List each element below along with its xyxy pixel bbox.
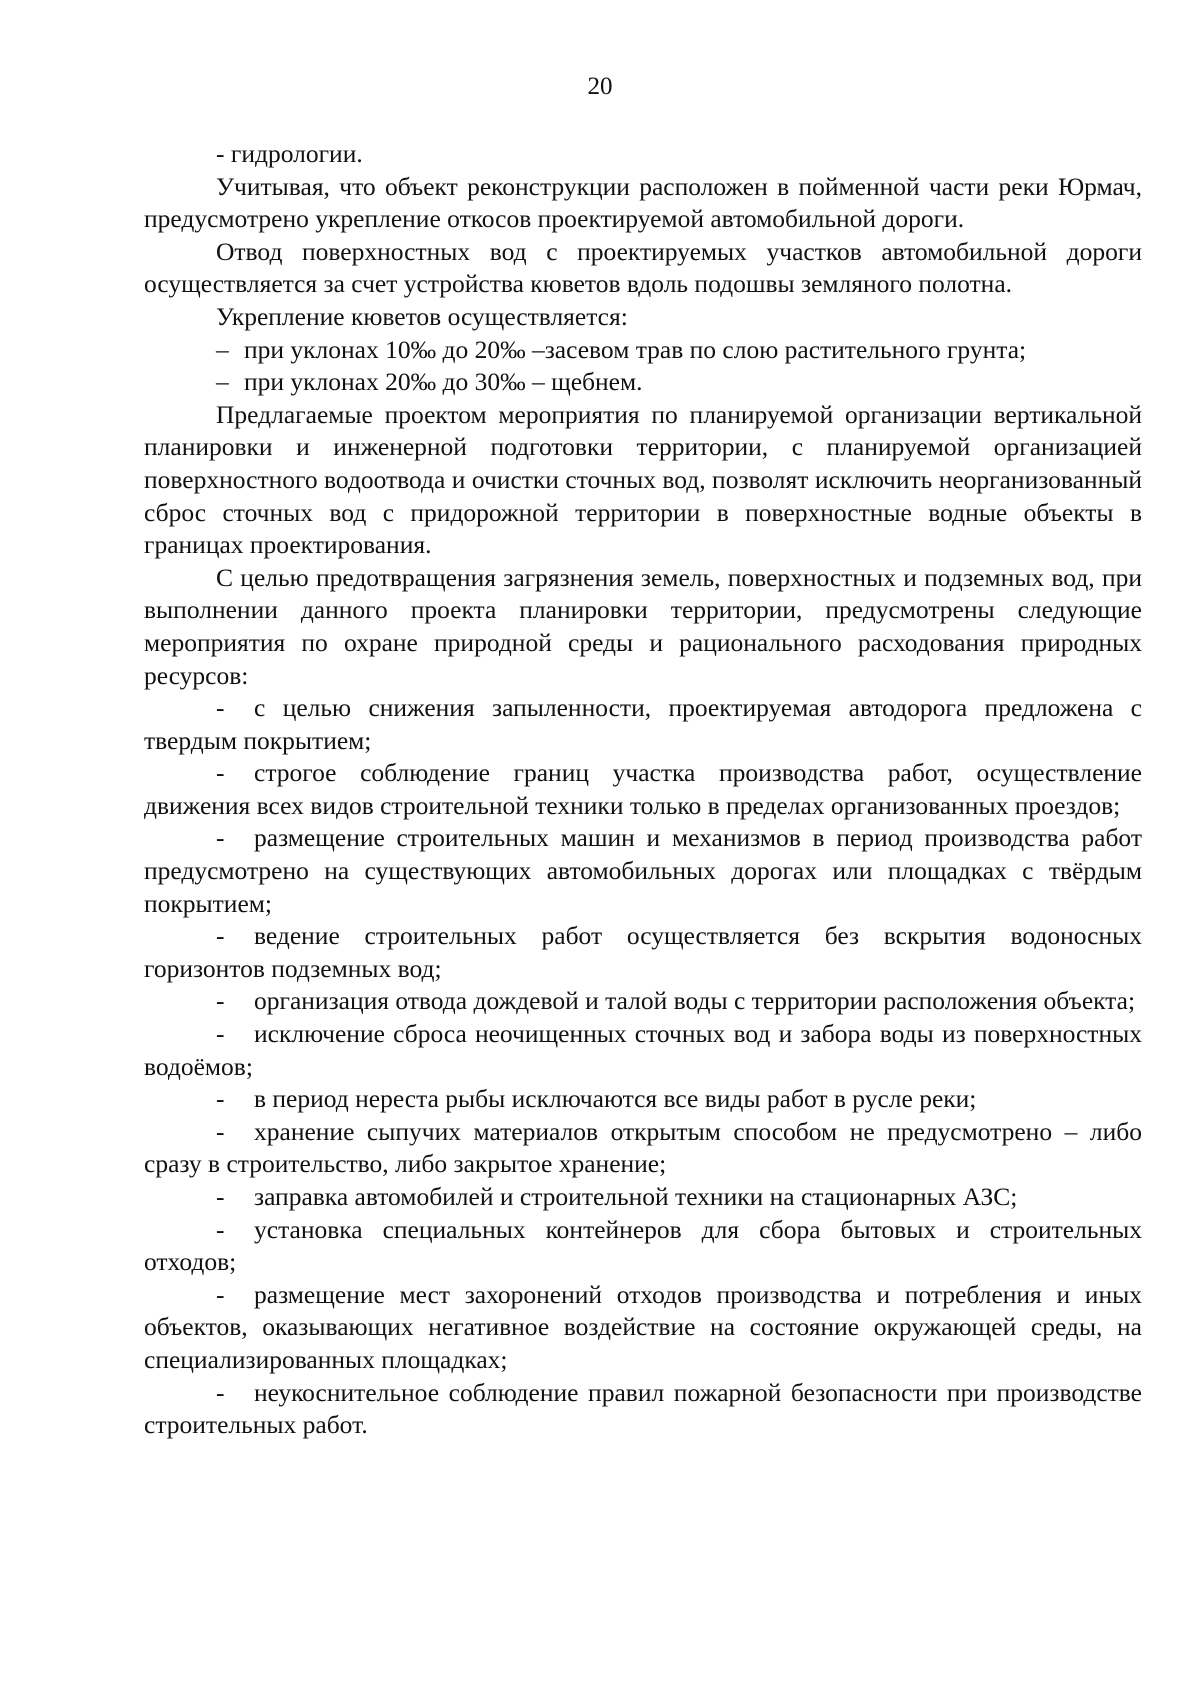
dash-item-grass — [144, 334, 1142, 367]
list-item — [144, 692, 1142, 757]
bullet-mark: - — [216, 1084, 225, 1114]
dash-item-gravel — [144, 366, 1142, 399]
paragraph-pollution-prevention: С целью предотвращения загрязнения земель, поверхностных и подземных вод, при выполнении данного проекта планировки территории, предусмотрены следующие мероприятия по охране природной среды и рационального расходования природных ресурсов: — [144, 562, 1142, 690]
list-item — [144, 1377, 1142, 1442]
list-item — [144, 757, 1142, 822]
bullet-mark: - — [216, 1377, 225, 1407]
bullet-text: с целью снижения запыленности, проектируемая автодорога предложена с твердым покрытием; — [144, 693, 1142, 755]
paragraph-drainage: Отвод поверхностных вод с проектируемых участков автомобильной дороги осуществляется за счет устройства кюветов вдоль подошвы земляного полотна. — [144, 236, 1142, 299]
document-body — [144, 138, 1142, 1442]
bullet-text: в период нереста рыбы исключаются все виды работ в русле реки; — [254, 1084, 977, 1114]
bullet-text: организация отвода дождевой и талой воды с территории расположения объекта; — [254, 986, 1136, 1016]
list-item — [144, 1214, 1142, 1279]
list-item — [144, 822, 1142, 920]
bullet-mark: - — [216, 1116, 225, 1146]
bullet-mark: - — [216, 1182, 225, 1211]
bullet-mark: - — [216, 758, 225, 788]
bullet-mark: - — [216, 1279, 225, 1309]
bullet-mark: - — [216, 921, 225, 951]
dash-mark: – — [216, 334, 229, 364]
bullet-text: размещение строительных машин и механизмов в период производства работ предусмотрено на существующих автомобильных дорогах или площадках с твёрдым покрытием; — [144, 823, 1142, 918]
bullet-text: строгое соблюдение границ участка производства работ, осуществление движения всех видов строительной техники только в пределах организованных проездов; — [144, 758, 1142, 820]
list-item — [144, 920, 1142, 985]
bullet-mark: - — [216, 823, 225, 853]
dash-text: при уклонах 10‰ до 20‰ –засевом трав по слою растительного грунта; — [244, 334, 1027, 364]
bullet-text: ведение строительных работ осуществляется без вскрытия водоносных горизонтов подземных вод; — [144, 921, 1142, 983]
page-number: 20 — [587, 73, 613, 100]
bullet-text: неукоснительное соблюдение правил пожарной безопасности при производстве строительных работ. — [144, 1377, 1142, 1440]
bullet-mark: - — [216, 1019, 225, 1049]
list-item — [144, 1083, 1142, 1116]
dash-text: при уклонах 20‰ до 30‰ – щебнем. — [244, 367, 643, 397]
bullet-text: исключение сброса неочищенных сточных вод и забора воды из поверхностных водоёмов; — [144, 1019, 1142, 1081]
bullet-text: установка специальных контейнеров для сбора бытовых и строительных отходов; — [144, 1214, 1142, 1277]
list-item — [144, 1279, 1142, 1377]
bullet-text: заправка автомобилей и строительной техники на стационарных АЗС; — [254, 1182, 1018, 1211]
list-item — [144, 1116, 1142, 1181]
list-item — [144, 985, 1142, 1018]
dash-mark: – — [216, 367, 229, 397]
list-item — [144, 1181, 1142, 1214]
list-item — [144, 1018, 1142, 1083]
bullet-text: хранение сыпучих материалов открытым способом не предусмотрено – либо сразу в строительство, либо закрытое хранение; — [144, 1116, 1142, 1179]
bullet-mark: - — [216, 986, 225, 1016]
bullet-mark: - — [216, 693, 225, 723]
paragraph-hydrology: - гидрологии. — [216, 139, 363, 168]
paragraph-ditch-reinforcement: Укрепление кюветов осуществляется: — [216, 301, 628, 331]
paragraph-proposed-measures: Предлагаемые проектом мероприятия по планируемой организации вертикальной планировки и инженерной подготовки территории, с планируемой организацией поверхностного водоотвода и очистки сточных вод, позволят исключить неорганизованный сброс сточных вод с придорожной территории в поверхностные водные объекты в границах проектирования. — [144, 399, 1142, 560]
bullet-text: размещение мест захоронений отходов производства и потребления и иных объектов, оказывающих негативное воздействие на состояние окружающей среды, на специализированных площадках; — [144, 1279, 1142, 1374]
paragraph-slopes: Учитывая, что объект реконструкции расположен в пойменной части реки Юрмач, предусмотрено укрепление откосов проектируемой автомобильной дороги. — [144, 171, 1142, 234]
bullet-mark: - — [216, 1214, 225, 1244]
